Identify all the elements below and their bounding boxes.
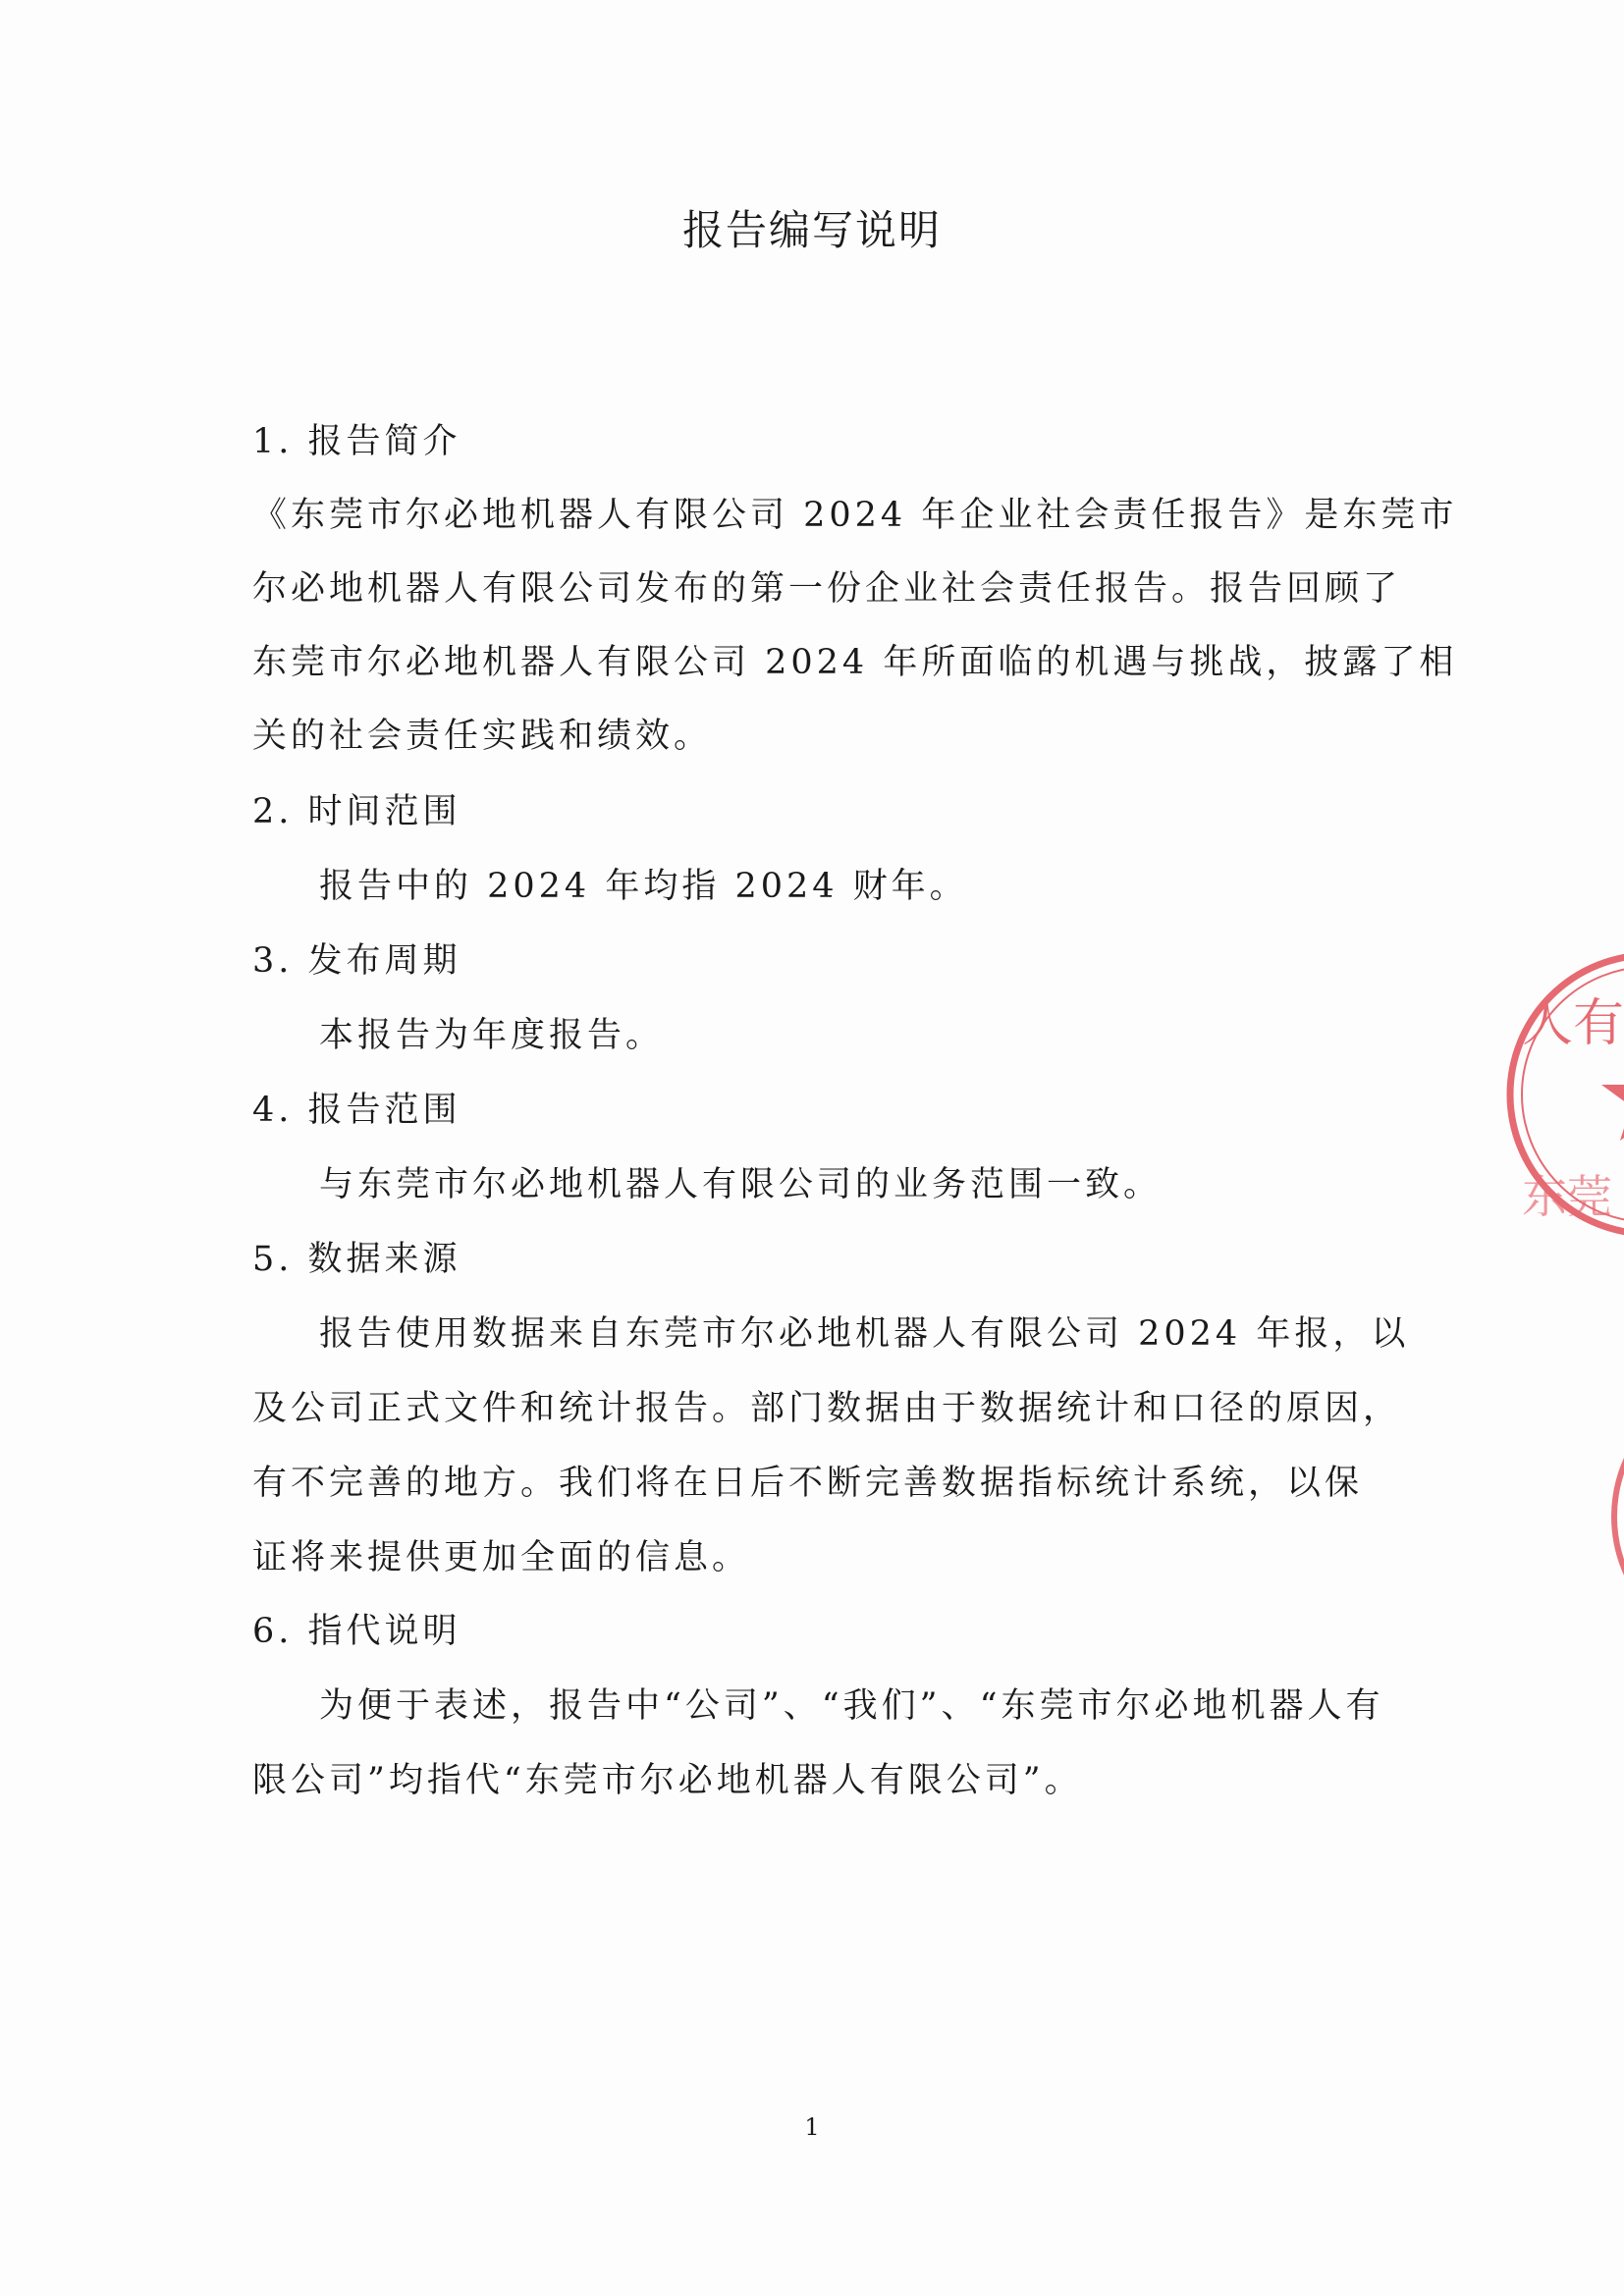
document-title: 报告编写说明 xyxy=(681,206,942,254)
paragraph-line: 及公司正式文件和统计报告。部门数据由于数据统计和口径的原因， xyxy=(252,1389,1402,1428)
paragraph-line: 报告使用数据来自东莞市尔必地机器人有限公司 2024 年报，以 xyxy=(319,1314,1410,1354)
section-heading-references: 6. 指代说明 xyxy=(252,1612,461,1651)
seal-graphic xyxy=(1502,947,1624,1242)
paragraph-line: 限公司”均指代“东莞市尔必地机器人有限公司”。 xyxy=(252,1761,1083,1800)
paragraph-line: 东莞市尔必地机器人有限公司 2024 年所面临的机遇与挑战，披露了相 xyxy=(252,643,1458,682)
paragraph-line: 报告中的 2024 年均指 2024 财年。 xyxy=(319,867,968,906)
paragraph-line: 尔必地机器人有限公司发布的第一份企业社会责任报告。报告回顾了 xyxy=(252,569,1402,609)
seal-edge-graphic xyxy=(1606,1428,1624,1605)
paragraph-line: 有不完善的地方。我们将在日后不断完善数据指标统计系统，以保 xyxy=(252,1464,1364,1503)
paragraph-line: 本报告为年度报告。 xyxy=(319,1016,665,1055)
section-heading-data-source: 5. 数据来源 xyxy=(252,1240,461,1279)
section-heading-release-cycle: 3. 发布周期 xyxy=(252,941,461,981)
paragraph-line: 关的社会责任实践和绩效。 xyxy=(252,717,713,756)
paragraph-line: 与东莞市尔必地机器人有限公司的业务范围一致。 xyxy=(319,1165,1163,1204)
paragraph-line: 为便于表述，报告中“公司”、“我们”、“东莞市尔必地机器人有 xyxy=(319,1686,1384,1726)
seal-bottom-text: 东莞 xyxy=(1522,1170,1612,1223)
paragraph-line: 《东莞市尔必地机器人有限公司 2024 年企业社会责任报告》是东莞市 xyxy=(252,496,1458,535)
page-number: 1 xyxy=(804,2113,820,2141)
paragraph-line: 证将来提供更加全面的信息。 xyxy=(252,1538,751,1577)
seal-text: 人有 xyxy=(1522,994,1624,1053)
section-heading-intro: 1. 报告简介 xyxy=(252,422,461,461)
section-heading-report-scope: 4. 报告范围 xyxy=(252,1091,461,1130)
seal-edge-mark xyxy=(1606,1428,1624,1605)
company-seal xyxy=(1502,947,1624,1242)
seal-star-icon xyxy=(1601,1050,1624,1141)
section-heading-time-range: 2. 时间范围 xyxy=(252,792,461,831)
